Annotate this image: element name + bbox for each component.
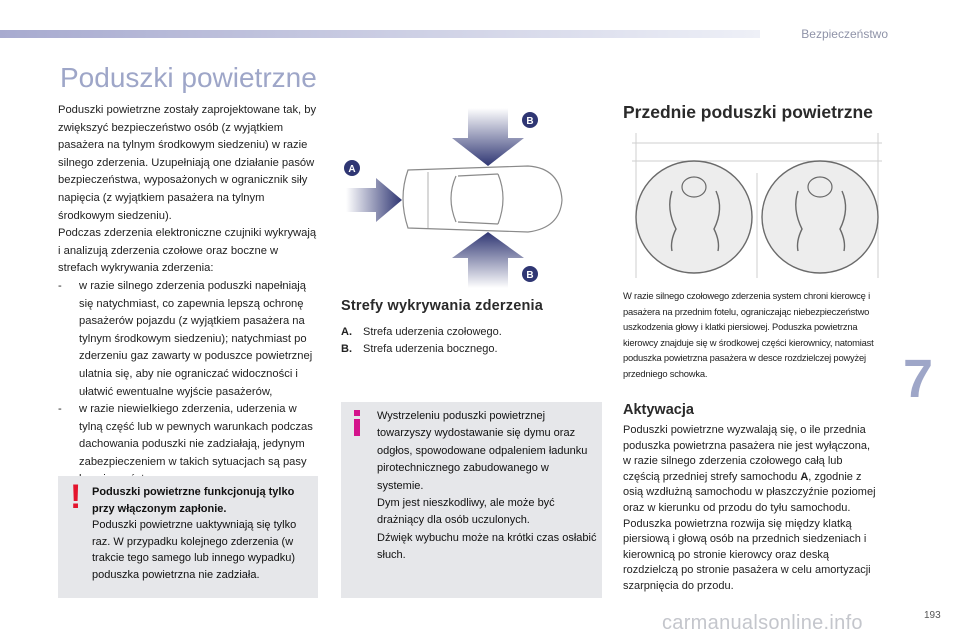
info-paragraph: Dym jest nieszkodliwy, ale może być drażniący dla osób uczulonych. [377,497,555,527]
info-paragraph: Dźwięk wybuchu może na krótki czas osłabić słuch. [377,531,597,562]
info-text [377,408,597,565]
svg-text:A: A [348,164,356,175]
page-title: Poduszki powietrzne [60,62,317,93]
bullet-text: w razie niewielkiego zderzenia, uderzenia w tylną część lub w pewnych warunkach podczas dachowania poduszki nie zadziałają, jedynym zabezpieczeniem w takich sytuacjach są pasy [79,403,313,468]
warning-text [92,484,312,583]
warning-box [58,476,318,598]
car-outline [403,166,562,232]
activation-heading: Aktywacja [623,402,694,418]
activation-text-part: Poduszki powietrzne wyzwalają się, o ile przednia poduszka powietrzna pasażera nie jest wyłączona, w razie silnego zderzenia czołowego całą lub częścią przedniej strefy samochodu [623,424,871,483]
front-impact-arrow [346,178,402,222]
info-icon [351,410,363,436]
intro-bullet-list [58,278,318,489]
activation-zone-letter: A [800,470,809,483]
watermark: carmanualsonline.info [662,612,863,634]
activation-text-part: , zgodnie z osią wzdłużną samochodu w płaszczyźnie poziomej oraz w kierunku od przodu do tyłu samochodu. Poduszka powietrzna rozwija się między klatką piersiową i głową osób na przednich siedzeniach i kierownicą po stronie kierowcy oraz deską rozdzielczą po stronie pasażera w celu amortyzacji szarpnięcia do przodu. [623,470,876,592]
zone-label-b-bottom [522,266,538,282]
list-item [341,324,601,341]
zone-key: B. [341,343,352,355]
header-bar [0,30,760,38]
zone-text: Strefa uderzenia czołowego. [363,326,502,338]
chapter-number: 7 [903,349,934,409]
zone-label-b-top [522,112,538,128]
list-item [58,278,318,401]
front-airbags-illustration [632,133,882,278]
section-label: Bezpieczeństwo [801,27,888,41]
info-paragraph: Wystrzeleniu poduszki powietrznej towarzyszy wydostawanie się dymu oraz odgłos, spowodowane odpaleniem ładunku pirotechnicznego zabudowanego w systemie. [377,410,588,492]
svg-text:B: B [526,270,534,281]
svg-text:B: B [526,116,534,127]
warning-title: Poduszki powietrzne funkcjonują tylko przy włączonym zapłonie. [92,486,295,515]
zones-heading: Strefy wykrywania zderzenia [341,298,544,314]
intro-text [58,102,318,489]
passenger-airbag [762,161,878,273]
list-item [341,341,601,358]
zones-list [341,324,601,358]
side-impact-arrow-top [452,108,524,166]
side-impact-arrow-bottom [452,232,524,288]
bullet-dash: - [58,403,62,416]
page-number: 193 [924,610,941,621]
bullet-dash: - [58,279,62,292]
bullet-text: w razie silnego zderzenia poduszki napełniają się natychmiast, co zapewnia lepszą ochronę pasażerów pojazdu (z wyjątkiem pasażera na tylnym środkowym siedzeniu); natychmiast po zderzeniu gaz zawarty w poduszce powietrznej ulatnia się, aby nie ograniczać widoczności i ułatwić ewentualne wyjście pasażerów, [79,279,313,398]
front-airbags-caption: W razie silnego czołowego zderzenia system chroni kierowcę i pasażera na przednim fotelu, ograniczając niebezpieczeństwo uszkodzenia głowy i klatki piersiowej. Poduszka powietrzna kierowcy znajduje się w środkowej części kierownicy, natomiast poduszka powietrzna pasażera w desce rozdzielczej powyżej przedniego schowka. [623,290,874,379]
driver-airbag [636,161,752,273]
info-box [341,402,602,598]
zone-label-a [344,160,360,176]
detection-zones-diagram [338,108,602,288]
warning-icon: ! [70,478,82,516]
intro-paragraph: Poduszki powietrzne zostały zaprojektowane tak, by zwiększyć bezpieczeństwo osób (z wyjątkiem pasażera na tylnym środkowym siedzeniu) w razie silnego zderzenia. Uzupełniają one działanie pasów bezpieczeństwa, wyposażonych w ogranicznik siły napięcia (z wyjątkiem pasażera na tylnym środkowym siedzeniu). [58,104,317,222]
warning-body: Poduszki powietrzne uaktywniają się tylko raz. W przypadku kolejnego zderzenia (w trakcie tego samego lub innego wypadku) poduszka powietrzna nie zadziała. [92,519,297,581]
zone-key: A. [341,326,352,338]
front-airbags-heading: Przednie poduszki powietrzne [623,102,873,122]
activation-text [623,423,881,595]
zone-text: Strefa uderzenia bocznego. [363,343,498,355]
intro-paragraph: Podczas zderzenia elektroniczne czujniki wykrywają i analizują zderzenia czołowe oraz boczne w strefach wykrywania zderzenia: [58,227,317,275]
